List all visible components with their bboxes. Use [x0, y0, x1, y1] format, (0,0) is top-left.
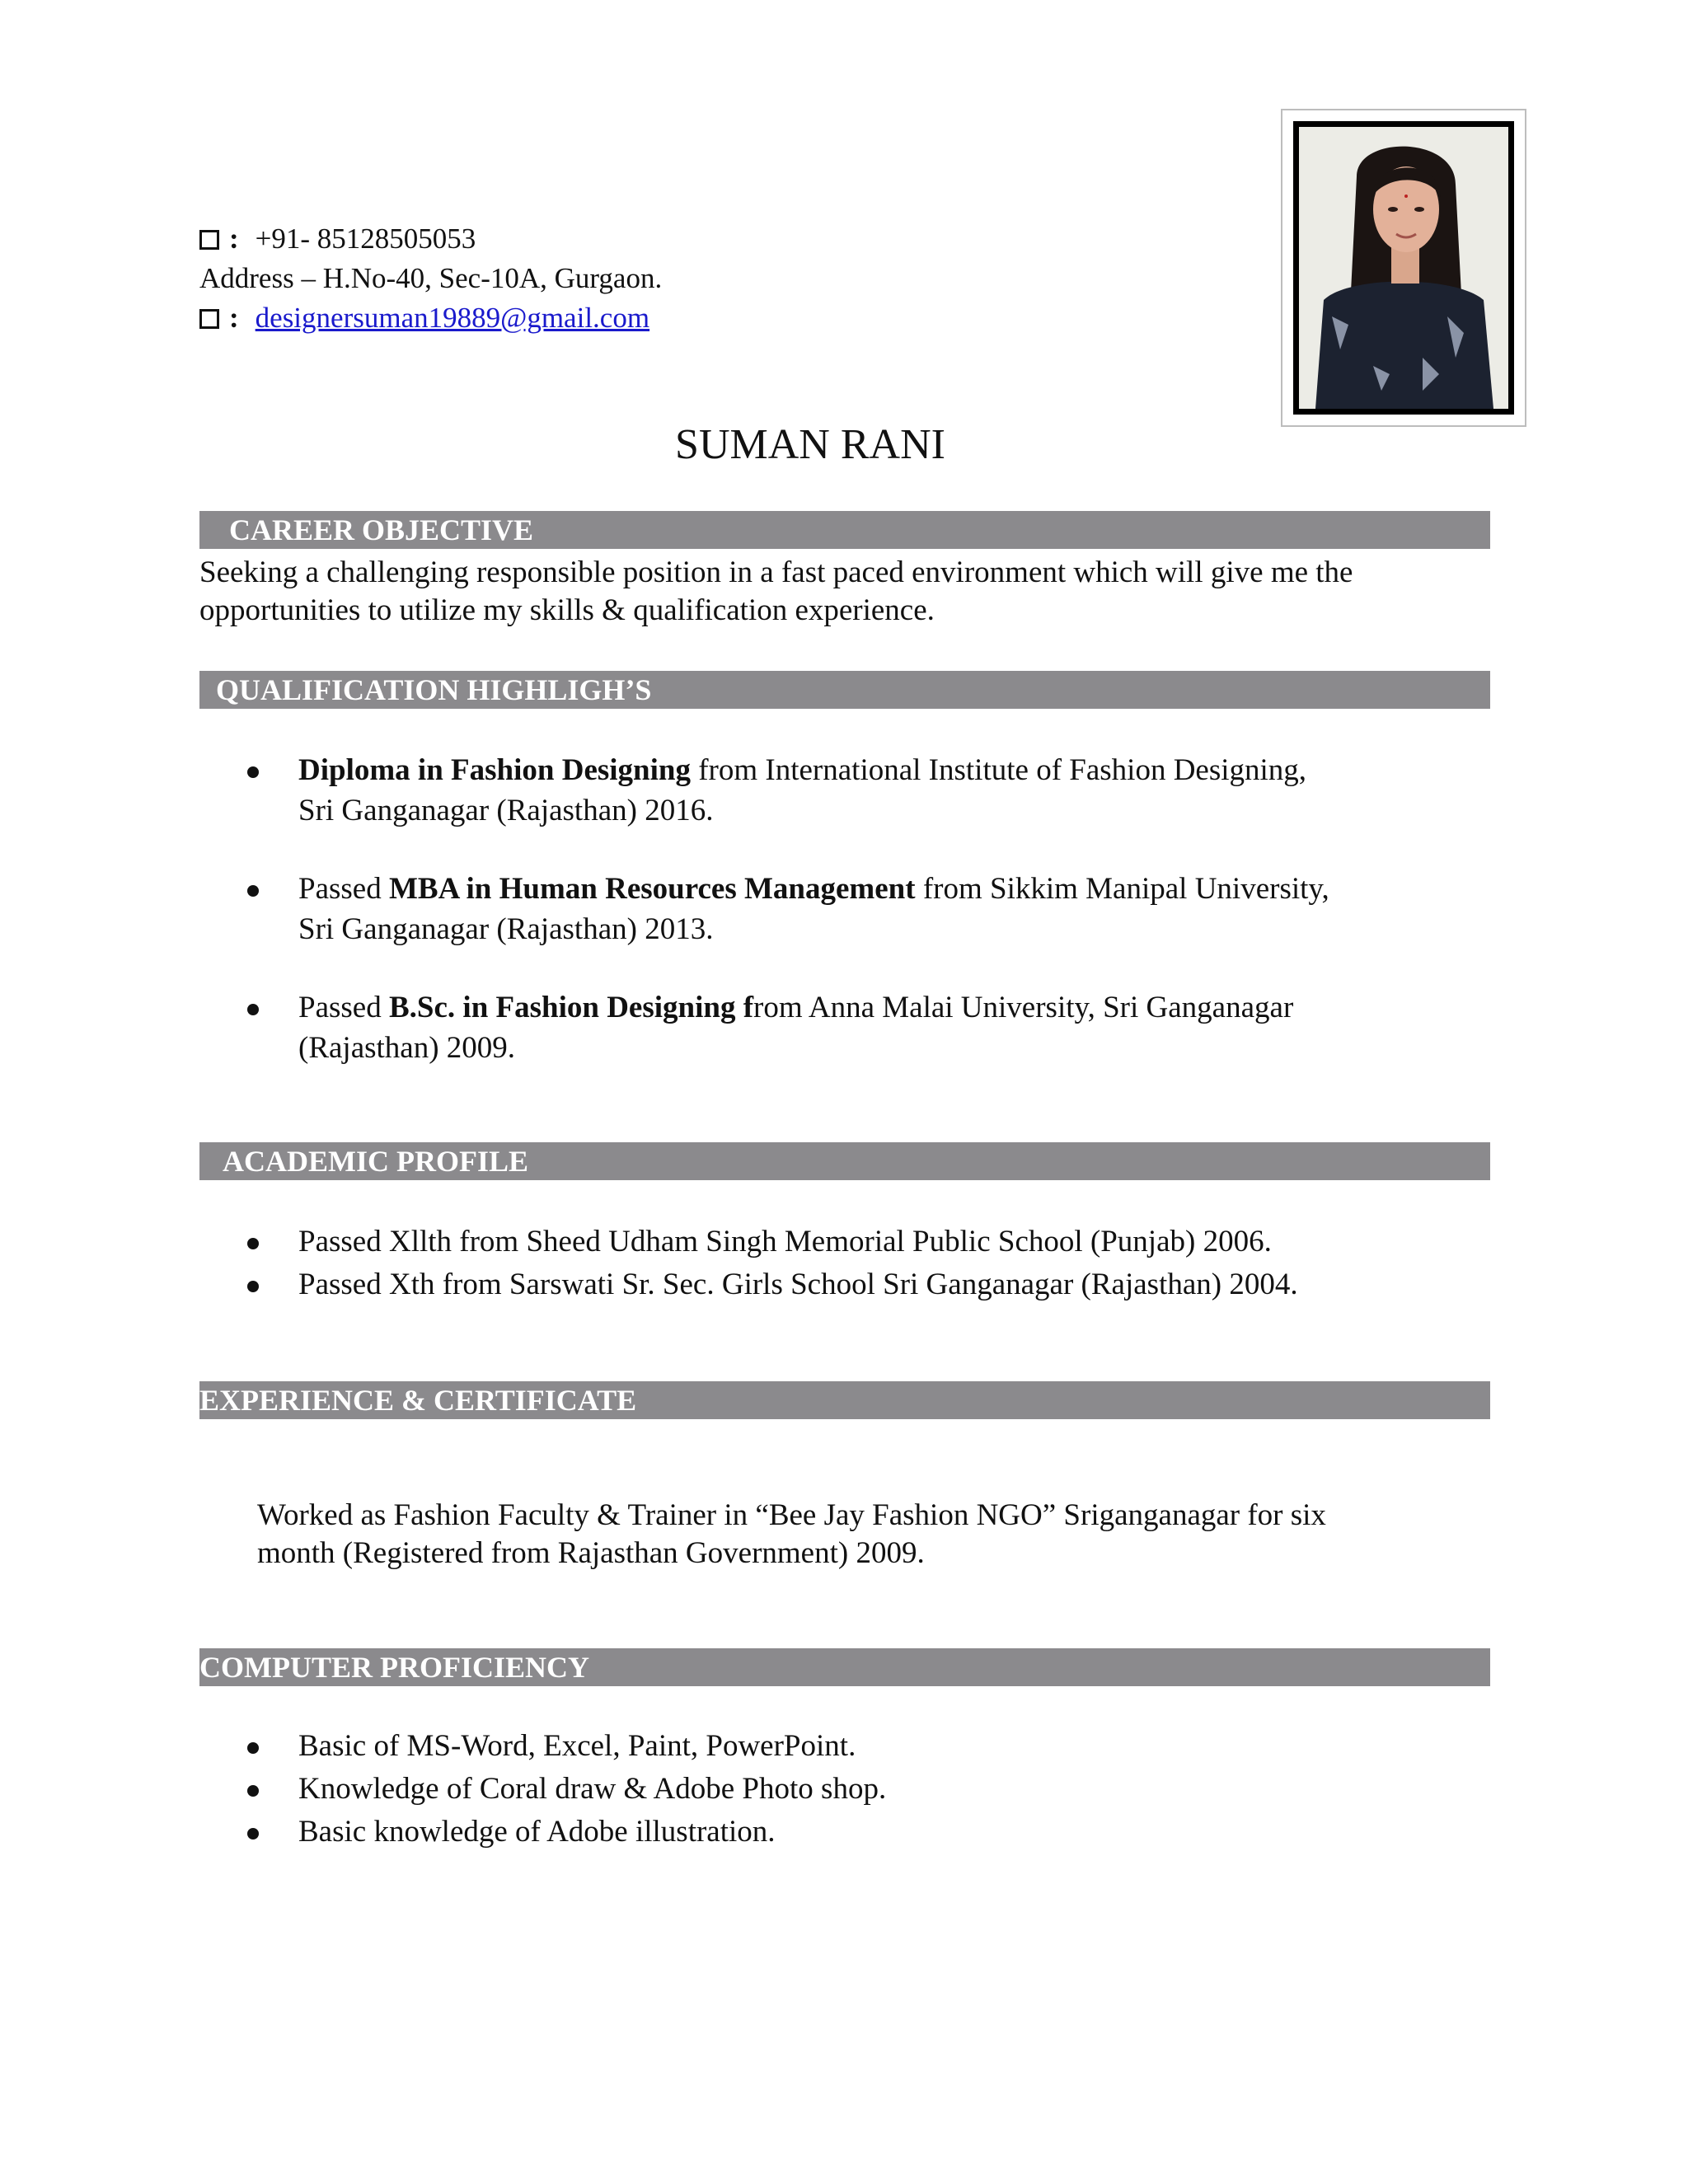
bullet-icon	[247, 766, 259, 778]
email-line	[199, 302, 649, 335]
computer-bar	[199, 1648, 1490, 1686]
qualification-title: QUALIFICATION HIGHLIGH’S	[216, 673, 652, 706]
phone-line	[199, 223, 476, 255]
experience-title: EXPERIENCE & CERTIFICATE	[199, 1384, 637, 1417]
phone-icon	[199, 230, 219, 250]
experience-line1: Worked as Fashion Faculty & Trainer in “Bee Jay Fashion NGO” Sriganganagar for six	[257, 1498, 1326, 1532]
qualification-line2: Sri Ganganagar (Rajasthan) 2013.	[298, 912, 714, 946]
computer-item: Basic knowledge of Adobe illustration.	[298, 1815, 776, 1849]
career-objective-line1: Seeking a challenging responsible position in a fast paced environment which will give me the	[199, 555, 1353, 589]
address-line: Address – H.No-40, Sec-10A, Gurgaon.	[199, 262, 663, 294]
bullet-icon	[247, 1281, 259, 1292]
academic-title: ACADEMIC PROFILE	[223, 1145, 529, 1178]
computer-title: COMPUTER PROFICIENCY	[199, 1651, 589, 1684]
qualification-line1: Passed MBA in Human Resources Management from Sikkim Manipal University,	[298, 872, 1329, 906]
bullet-icon	[247, 1742, 259, 1754]
phone-colon: :	[229, 223, 239, 255]
qualification-line1: Passed B.Sc. in Fashion Designing from Anna Malai University, Sri Ganganagar	[298, 991, 1294, 1024]
computer-item: Knowledge of Coral draw & Adobe Photo shop.	[298, 1772, 887, 1806]
email-icon	[199, 309, 219, 329]
computer-item: Basic of MS-Word, Excel, Paint, PowerPoint.	[298, 1729, 856, 1763]
career-objective-line2: opportunities to utilize my skills & qualification experience.	[199, 593, 935, 627]
email-colon: :	[229, 302, 239, 334]
candidate-name: SUMAN RANI	[675, 421, 945, 468]
profile-photo	[1293, 121, 1514, 415]
bullet-icon	[247, 885, 259, 897]
bullet-icon	[247, 1238, 259, 1249]
qualification-bar	[199, 671, 1490, 709]
academic-item: Passed Xllth from Sheed Udham Singh Memorial Public School (Punjab) 2006.	[298, 1225, 1272, 1258]
bullet-icon	[247, 1828, 259, 1840]
profile-photo-illustration	[1299, 127, 1508, 409]
experience-line2: month (Registered from Rajasthan Government) 2009.	[257, 1536, 925, 1570]
qualification-line2: (Rajasthan) 2009.	[298, 1031, 516, 1065]
email-link[interactable]: designersuman19889@gmail.com	[255, 302, 650, 334]
bullet-icon	[247, 1004, 259, 1015]
qualification-line2: Sri Ganganagar (Rajasthan) 2016.	[298, 794, 714, 827]
academic-item: Passed Xth from Sarswati Sr. Sec. Girls School Sri Ganganagar (Rajasthan) 2004.	[298, 1268, 1298, 1301]
career-objective-title: CAREER OBJECTIVE	[229, 513, 534, 546]
academic-bar	[199, 1142, 1490, 1180]
phone-number: +91- 85128505053	[255, 223, 476, 255]
bullet-icon	[247, 1785, 259, 1797]
experience-bar	[199, 1381, 1490, 1419]
profile-photo-frame	[1281, 109, 1526, 427]
career-objective-bar	[199, 511, 1490, 549]
qualification-line1: Diploma in Fashion Designing from International Institute of Fashion Designing,	[298, 753, 1307, 787]
